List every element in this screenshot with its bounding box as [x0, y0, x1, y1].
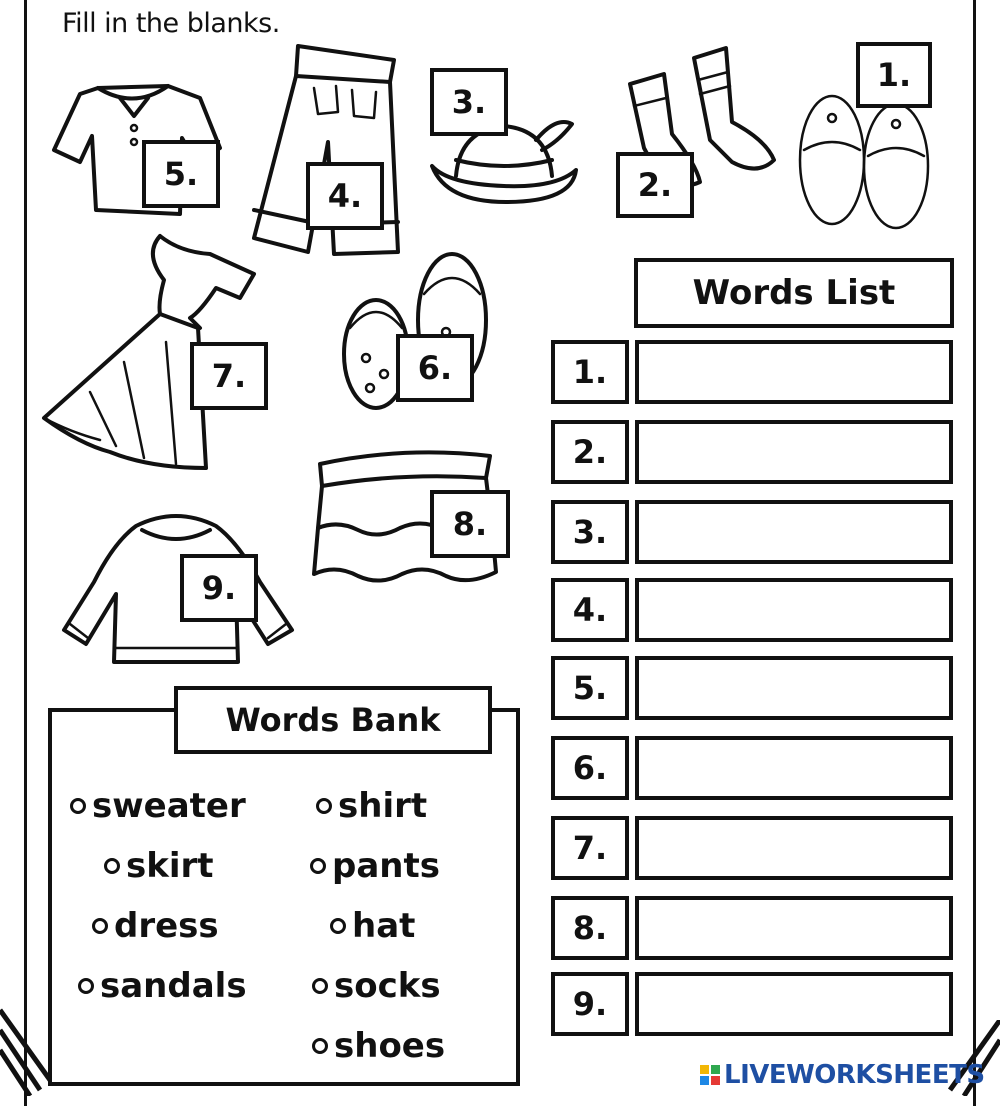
bullet-icon — [330, 918, 346, 934]
bullet-icon — [92, 918, 108, 934]
list-number: 4. — [551, 578, 629, 642]
list-number: 2. — [551, 420, 629, 484]
instruction-text: Fill in the blanks. — [62, 8, 280, 39]
liveworksheets-logo-icon — [700, 1065, 720, 1085]
answer-blank-4[interactable] — [635, 578, 953, 642]
bullet-icon — [312, 1038, 328, 1054]
list-number: 3. — [551, 500, 629, 564]
answer-blank-5[interactable] — [635, 656, 953, 720]
bank-word: sweater — [70, 786, 246, 826]
bullet-icon — [316, 798, 332, 814]
bank-word: dress — [92, 906, 219, 946]
hat-number-label: 3. — [430, 68, 508, 136]
list-number: 1. — [551, 340, 629, 404]
bullet-icon — [310, 858, 326, 874]
bank-word: pants — [310, 846, 440, 886]
skirt-number-label: 8. — [430, 490, 510, 558]
bank-word: skirt — [104, 846, 214, 886]
bank-word: hat — [330, 906, 415, 946]
bank-word: socks — [312, 966, 441, 1006]
sandals-number-label: 6. — [396, 334, 474, 402]
bank-word: shoes — [312, 1026, 445, 1066]
answer-blank-9[interactable] — [635, 972, 953, 1036]
words-bank-box — [48, 708, 520, 1086]
list-number: 7. — [551, 816, 629, 880]
words-bank-title: Words Bank — [174, 686, 492, 754]
list-number: 8. — [551, 896, 629, 960]
bullet-icon — [312, 978, 328, 994]
socks-number-label: 2. — [616, 152, 694, 218]
pants-picture — [248, 42, 406, 264]
bank-word: sandals — [78, 966, 247, 1006]
answer-blank-2[interactable] — [635, 420, 953, 484]
pants-number-label: 4. — [306, 162, 384, 230]
bullet-icon — [104, 858, 120, 874]
bullet-icon — [70, 798, 86, 814]
answer-blank-1[interactable] — [635, 340, 953, 404]
bullet-icon — [78, 978, 94, 994]
answer-blank-3[interactable] — [635, 500, 953, 564]
answer-blank-7[interactable] — [635, 816, 953, 880]
list-number: 5. — [551, 656, 629, 720]
dress-number-label: 7. — [190, 342, 268, 410]
words-list-title: Words List — [634, 258, 954, 328]
sweater-picture — [60, 512, 296, 672]
list-number: 9. — [551, 972, 629, 1036]
sweater-number-label: 9. — [180, 554, 258, 622]
shoes-number-label: 1. — [856, 42, 932, 108]
list-number: 6. — [551, 736, 629, 800]
answer-blank-8[interactable] — [635, 896, 953, 960]
decorative-stripes-left — [0, 1000, 60, 1096]
answer-blank-6[interactable] — [635, 736, 953, 800]
shirt-number-label: 5. — [142, 140, 220, 208]
watermark: LIVEWORKSHEETS — [700, 1060, 985, 1090]
bank-word: shirt — [316, 786, 427, 826]
